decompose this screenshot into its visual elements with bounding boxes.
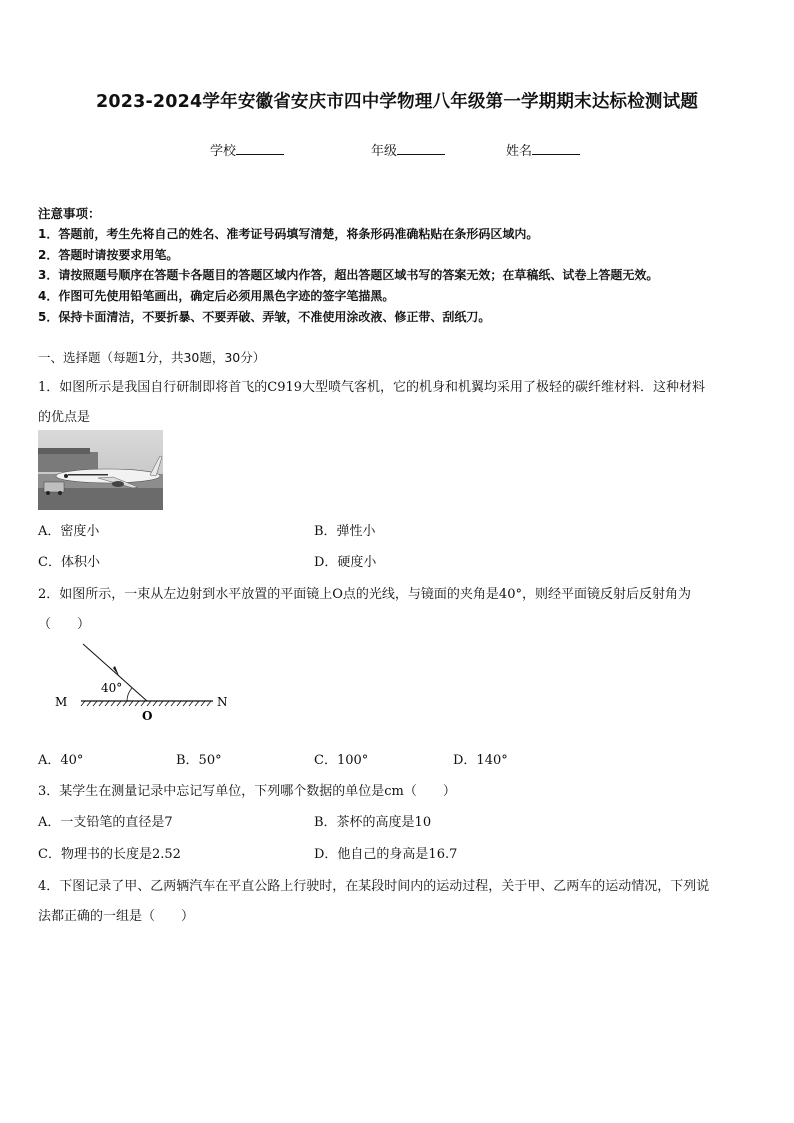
school-label: 学校 (210, 144, 237, 159)
mirror-label-m: M (55, 695, 68, 709)
angle-label: 40° (101, 681, 123, 695)
section-heading: 一、选择题（每题1分，共30题，30分） (38, 350, 266, 365)
mirror-label-n: N (217, 695, 228, 709)
name-blank (532, 142, 580, 155)
q2-option-d: D．140° (453, 753, 508, 768)
q1-text-line2: 的优点是 (38, 410, 91, 425)
school-field (210, 140, 284, 159)
angle-arc (127, 688, 132, 701)
q1-option-d: D．硬度小 (314, 555, 377, 570)
q3-option-c: C．物理书的长度是2.52 (38, 847, 181, 862)
q2-option-c: C．100° (314, 753, 369, 768)
mirror-reflection-diagram (55, 642, 230, 727)
q1-option-c: C．体积小 (38, 555, 100, 570)
grade-blank (397, 142, 445, 155)
q1-option-a: A．密度小 (38, 524, 100, 539)
q2-text-line2: （ ） (38, 617, 91, 632)
mirror-hatching (81, 701, 211, 706)
q2-option-b: B．50° (176, 753, 222, 768)
q4-text-line1: 4．下图记录了甲、乙两辆汽车在平直公路上行驶时，在某段时间内的运动过程，关于甲、乙两车的运动情况，下列说 (38, 879, 710, 894)
c919-aircraft-photo (38, 430, 163, 510)
notice-item: 4．作图可先使用铅笔画出，确定后必须用黑色字迹的签字笔描黑。 (38, 289, 395, 303)
name-label: 姓名 (506, 144, 533, 159)
grade-label: 年级 (371, 144, 398, 159)
grade-field (371, 140, 445, 159)
q2-option-a: A．40° (38, 753, 84, 768)
q3-option-d: D．他自己的身高是16.7 (314, 847, 458, 862)
notice-item: 5．保持卡面清洁，不要折暴、不要弄破、弄皱，不准使用涂改液、修正带、刮纸刀。 (38, 310, 491, 324)
q3-option-b: B．茶杯的高度是10 (314, 815, 432, 830)
name-field (506, 140, 580, 159)
q1-text-line1: 1．如图所示是我国自行研制即将首飞的C919大型喷气客机，它的机身和机翼均采用了极轻的碳纤维材料．这种材料 (38, 380, 706, 395)
q2-text-line1: 2．如图所示，一束从左边射到水平放置的平面镜上O点的光线，与镜面的夹角是40°，则经平面镜反射后反射角为 (38, 587, 691, 602)
notice-item: 2．答题时请按要求用笔。 (38, 248, 179, 262)
school-blank (236, 142, 284, 155)
q4-text-line2: 法都正确的一组是（ ） (38, 909, 195, 924)
notice-item: 3．请按照题号顺序在答题卡各题目的答题区域内作答，超出答题区域书写的答案无效；在草稿纸、试卷上答题无效。 (38, 268, 659, 282)
notice-heading: 注意事项： (38, 206, 101, 221)
page-title: 2023-2024学年安徽省安庆市四中学物理八年级第一学期期末达标检测试题 (95, 92, 699, 112)
q3-option-a: A．一支铅笔的直径是7 (38, 815, 173, 830)
notice-item: 1．答题前，考生先将自己的姓名、准考证号码填写清楚，将条形码准确粘贴在条形码区域内。 (38, 227, 539, 241)
q3-text: 3．某学生在测量记录中忘记写单位，下列哪个数据的单位是cm（ ） (38, 784, 456, 799)
q1-option-b: B．弹性小 (314, 524, 376, 539)
point-label-o: O (142, 709, 153, 723)
